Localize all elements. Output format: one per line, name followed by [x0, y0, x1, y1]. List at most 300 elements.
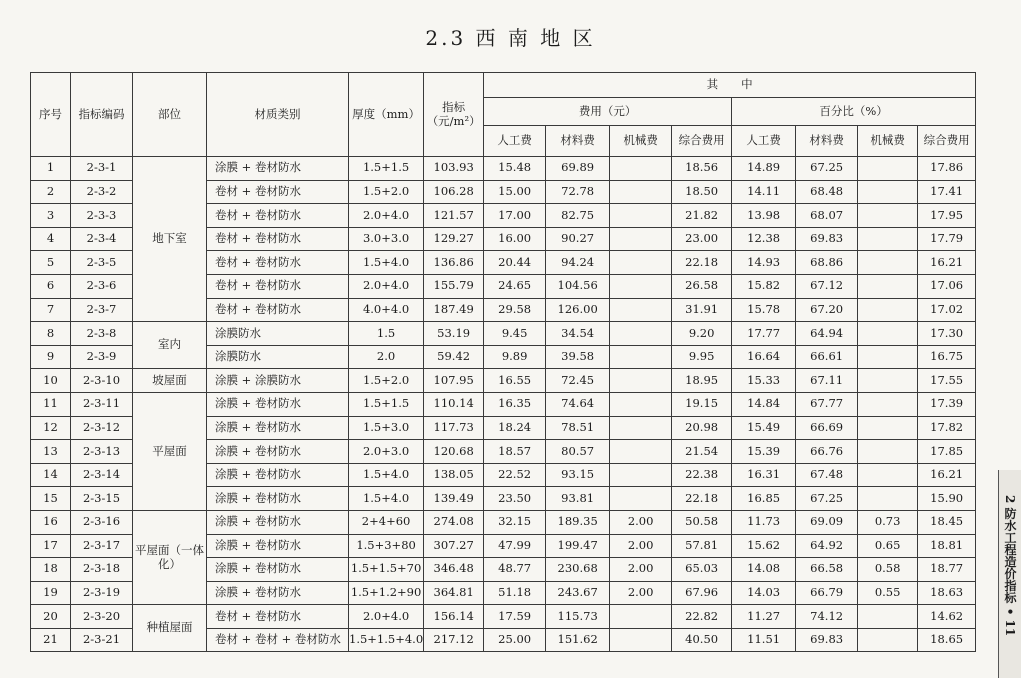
cell-mat: 34.54 — [546, 322, 610, 346]
cell-pct-machine — [858, 345, 918, 369]
cell-labor: 29.58 — [484, 298, 546, 322]
cell-labor: 17.00 — [484, 204, 546, 228]
cell-code: 2-3-14 — [71, 463, 133, 487]
cell-thickness: 1.5+1.5 — [349, 157, 424, 181]
cell-code: 2-3-19 — [71, 581, 133, 605]
cell-machine — [610, 298, 672, 322]
cell-code: 2-3-20 — [71, 605, 133, 629]
header-pct-total: 综合费用 — [918, 126, 976, 157]
cell-pct-machine — [858, 227, 918, 251]
cell-mat: 78.51 — [546, 416, 610, 440]
cell-mat: 230.68 — [546, 558, 610, 582]
cell-material: 卷材 + 卷材防水 — [207, 274, 349, 298]
cell-index: 138.05 — [424, 463, 484, 487]
cell-seq: 8 — [31, 322, 71, 346]
cell-code: 2-3-13 — [71, 440, 133, 464]
cell-seq: 14 — [31, 463, 71, 487]
cell-pct-machine — [858, 628, 918, 652]
cell-total: 65.03 — [672, 558, 732, 582]
cell-pct-machine — [858, 298, 918, 322]
cell-code: 2-3-12 — [71, 416, 133, 440]
cell-index: 120.68 — [424, 440, 484, 464]
cell-pct-labor: 16.85 — [732, 487, 796, 511]
cell-code: 2-3-4 — [71, 227, 133, 251]
table-row — [31, 510, 976, 534]
cell-seq: 9 — [31, 345, 71, 369]
cell-thickness: 4.0+4.0 — [349, 298, 424, 322]
cell-total: 19.15 — [672, 392, 732, 416]
cell-machine: 2.00 — [610, 534, 672, 558]
cell-labor: 15.00 — [484, 180, 546, 204]
cell-material: 涂膜 + 卷材防水 — [207, 558, 349, 582]
cell-labor: 15.48 — [484, 157, 546, 181]
cell-seq: 15 — [31, 487, 71, 511]
cell-material: 涂膜防水 — [207, 345, 349, 369]
cell-mat: 189.35 — [546, 510, 610, 534]
cell-pct-labor: 17.77 — [732, 322, 796, 346]
cell-labor: 16.35 — [484, 392, 546, 416]
cell-labor: 32.15 — [484, 510, 546, 534]
cell-mat: 90.27 — [546, 227, 610, 251]
cell-seq: 3 — [31, 204, 71, 228]
cell-pct-mat: 68.86 — [796, 251, 858, 275]
cell-machine — [610, 251, 672, 275]
cell-pct-mat: 66.58 — [796, 558, 858, 582]
cell-labor: 23.50 — [484, 487, 546, 511]
cell-machine — [610, 416, 672, 440]
cell-total: 50.58 — [672, 510, 732, 534]
cell-machine — [610, 157, 672, 181]
cell-material: 卷材 + 卷材防水 — [207, 180, 349, 204]
header-code: 指标编码 — [71, 73, 133, 157]
cost-index-table — [30, 72, 976, 652]
cell-index: 346.48 — [424, 558, 484, 582]
cell-thickness: 2.0+3.0 — [349, 440, 424, 464]
cell-thickness: 1.5+1.2+90 — [349, 581, 424, 605]
cell-pct-total: 18.81 — [918, 534, 976, 558]
cell-index: 53.19 — [424, 322, 484, 346]
cell-pct-mat: 74.12 — [796, 605, 858, 629]
cell-material: 卷材 + 卷材防水 — [207, 227, 349, 251]
cell-material: 涂膜 + 卷材防水 — [207, 510, 349, 534]
cell-pct-labor: 12.38 — [732, 227, 796, 251]
cell-thickness: 1.5+4.0 — [349, 463, 424, 487]
cell-thickness: 1.5+2.0 — [349, 180, 424, 204]
cell-mat: 199.47 — [546, 534, 610, 558]
cell-code: 2-3-9 — [71, 345, 133, 369]
cell-pct-total: 18.65 — [918, 628, 976, 652]
cell-pct-mat: 67.48 — [796, 463, 858, 487]
cell-pct-total: 17.55 — [918, 369, 976, 393]
cell-index: 187.49 — [424, 298, 484, 322]
cell-material: 涂膜防水 — [207, 322, 349, 346]
cell-pct-total: 17.41 — [918, 180, 976, 204]
cell-pct-total: 15.90 — [918, 487, 976, 511]
cell-thickness: 2.0+4.0 — [349, 605, 424, 629]
cell-thickness: 1.5+4.0 — [349, 487, 424, 511]
cell-pct-total: 17.39 — [918, 392, 976, 416]
cell-seq: 1 — [31, 157, 71, 181]
cell-pct-mat: 66.69 — [796, 416, 858, 440]
cell-total: 20.98 — [672, 416, 732, 440]
cell-code: 2-3-11 — [71, 392, 133, 416]
cell-pct-machine — [858, 392, 918, 416]
cell-total: 31.91 — [672, 298, 732, 322]
cell-pct-total: 17.30 — [918, 322, 976, 346]
cell-pct-mat: 64.94 — [796, 322, 858, 346]
cell-index: 107.95 — [424, 369, 484, 393]
cell-machine: 2.00 — [610, 558, 672, 582]
cell-labor: 18.24 — [484, 416, 546, 440]
cell-material: 涂膜 + 卷材防水 — [207, 157, 349, 181]
cell-pct-machine — [858, 274, 918, 298]
cell-material: 涂膜 + 卷材防水 — [207, 440, 349, 464]
header-pct-machine: 机械费 — [858, 126, 918, 157]
cell-code: 2-3-16 — [71, 510, 133, 534]
cell-mat: 74.64 — [546, 392, 610, 416]
cell-pct-machine — [858, 463, 918, 487]
cell-code: 2-3-5 — [71, 251, 133, 275]
cell-labor: 17.59 — [484, 605, 546, 629]
cell-thickness: 1.5+2.0 — [349, 369, 424, 393]
cell-machine — [610, 322, 672, 346]
table-body — [31, 157, 976, 652]
cell-material: 涂膜 + 卷材防水 — [207, 416, 349, 440]
cell-pct-labor: 15.49 — [732, 416, 796, 440]
cell-seq: 19 — [31, 581, 71, 605]
cell-pct-machine — [858, 180, 918, 204]
cell-thickness: 1.5+1.5+70 — [349, 558, 424, 582]
side-tab — [998, 470, 1021, 678]
header-seq: 序号 — [31, 73, 71, 157]
cell-pct-labor: 14.03 — [732, 581, 796, 605]
cell-pct-labor: 15.78 — [732, 298, 796, 322]
cell-pct-mat: 67.20 — [796, 298, 858, 322]
cell-mat: 72.45 — [546, 369, 610, 393]
cell-pct-labor: 11.27 — [732, 605, 796, 629]
cell-pct-machine — [858, 251, 918, 275]
cell-seq: 13 — [31, 440, 71, 464]
cell-part: 坡屋面 — [133, 369, 207, 393]
cell-material: 卷材 + 卷材防水 — [207, 605, 349, 629]
cell-pct-mat: 67.12 — [796, 274, 858, 298]
cell-pct-labor: 14.93 — [732, 251, 796, 275]
cell-machine — [610, 227, 672, 251]
header-machine: 机械费 — [610, 126, 672, 157]
table-row — [31, 322, 976, 346]
cell-pct-labor: 15.82 — [732, 274, 796, 298]
cell-pct-machine — [858, 369, 918, 393]
header-material: 材质类别 — [207, 73, 349, 157]
cell-thickness: 1.5+3.0 — [349, 416, 424, 440]
cell-labor: 51.18 — [484, 581, 546, 605]
cell-pct-total: 16.21 — [918, 463, 976, 487]
header-percent: 百分比（%） — [732, 98, 976, 126]
cell-code: 2-3-15 — [71, 487, 133, 511]
cell-machine — [610, 605, 672, 629]
table-row — [31, 369, 976, 393]
cell-part: 室内 — [133, 322, 207, 369]
cell-pct-total: 14.62 — [918, 605, 976, 629]
cell-thickness: 2+4+60 — [349, 510, 424, 534]
cell-pct-machine — [858, 322, 918, 346]
cell-thickness: 3.0+3.0 — [349, 227, 424, 251]
cell-total: 22.18 — [672, 251, 732, 275]
cell-pct-labor: 11.73 — [732, 510, 796, 534]
cell-part: 平屋面（一体化） — [133, 510, 207, 604]
cell-index: 307.27 — [424, 534, 484, 558]
cell-code: 2-3-18 — [71, 558, 133, 582]
cell-code: 2-3-1 — [71, 157, 133, 181]
cell-pct-machine — [858, 416, 918, 440]
header-among: 其 中 — [484, 73, 976, 98]
cell-labor: 24.65 — [484, 274, 546, 298]
cell-pct-machine — [858, 487, 918, 511]
cell-code: 2-3-8 — [71, 322, 133, 346]
cell-pct-labor: 14.84 — [732, 392, 796, 416]
cell-machine — [610, 392, 672, 416]
cell-pct-machine — [858, 605, 918, 629]
cell-index: 103.93 — [424, 157, 484, 181]
cell-total: 9.95 — [672, 345, 732, 369]
cell-index: 139.49 — [424, 487, 484, 511]
cell-total: 21.82 — [672, 204, 732, 228]
cell-pct-mat: 69.83 — [796, 227, 858, 251]
cell-material: 涂膜 + 涂膜防水 — [207, 369, 349, 393]
cell-index: 117.73 — [424, 416, 484, 440]
cell-pct-mat: 67.25 — [796, 487, 858, 511]
cell-code: 2-3-6 — [71, 274, 133, 298]
cell-machine — [610, 345, 672, 369]
cell-total: 23.00 — [672, 227, 732, 251]
cell-code: 2-3-2 — [71, 180, 133, 204]
cell-seq: 5 — [31, 251, 71, 275]
cell-pct-mat: 67.11 — [796, 369, 858, 393]
cell-pct-labor: 14.11 — [732, 180, 796, 204]
cell-seq: 11 — [31, 392, 71, 416]
header-total: 综合费用 — [672, 126, 732, 157]
cell-pct-total: 17.79 — [918, 227, 976, 251]
cell-labor: 18.57 — [484, 440, 546, 464]
cell-pct-machine: 0.58 — [858, 558, 918, 582]
cell-part: 平屋面 — [133, 392, 207, 510]
cell-part: 种植屋面 — [133, 605, 207, 652]
cell-material: 涂膜 + 卷材防水 — [207, 463, 349, 487]
header-thickness: 厚度（mm） — [349, 73, 424, 157]
cell-part: 地下室 — [133, 157, 207, 322]
cell-mat: 94.24 — [546, 251, 610, 275]
cell-machine: 2.00 — [610, 581, 672, 605]
cell-pct-labor: 14.89 — [732, 157, 796, 181]
cell-seq: 20 — [31, 605, 71, 629]
cell-thickness: 2.0+4.0 — [349, 274, 424, 298]
cell-mat: 80.57 — [546, 440, 610, 464]
table-row — [31, 392, 976, 416]
cell-thickness: 1.5+1.5+4.0 — [349, 628, 424, 652]
cell-total: 22.18 — [672, 487, 732, 511]
cell-seq: 21 — [31, 628, 71, 652]
cell-total: 18.95 — [672, 369, 732, 393]
cell-mat: 115.73 — [546, 605, 610, 629]
cell-labor: 20.44 — [484, 251, 546, 275]
cell-seq: 4 — [31, 227, 71, 251]
cell-pct-total: 18.77 — [918, 558, 976, 582]
cell-pct-labor: 15.39 — [732, 440, 796, 464]
cell-pct-machine — [858, 204, 918, 228]
cell-machine — [610, 369, 672, 393]
cell-code: 2-3-7 — [71, 298, 133, 322]
cell-pct-total: 17.82 — [918, 416, 976, 440]
cell-code: 2-3-10 — [71, 369, 133, 393]
cell-thickness: 2.0+4.0 — [349, 204, 424, 228]
cell-pct-mat: 67.25 — [796, 157, 858, 181]
cell-thickness: 1.5 — [349, 322, 424, 346]
cell-material: 卷材 + 卷材防水 — [207, 204, 349, 228]
cell-pct-total: 17.06 — [918, 274, 976, 298]
cell-seq: 7 — [31, 298, 71, 322]
header-pct-labor: 人工费 — [732, 126, 796, 157]
cell-material: 涂膜 + 卷材防水 — [207, 487, 349, 511]
table-row — [31, 157, 976, 181]
cell-pct-mat: 66.76 — [796, 440, 858, 464]
cell-material: 卷材 + 卷材防水 — [207, 298, 349, 322]
header-part: 部位 — [133, 73, 207, 157]
cell-index: 274.08 — [424, 510, 484, 534]
cell-mat: 104.56 — [546, 274, 610, 298]
cell-code: 2-3-17 — [71, 534, 133, 558]
cell-seq: 18 — [31, 558, 71, 582]
cell-material: 涂膜 + 卷材防水 — [207, 534, 349, 558]
cell-labor: 25.00 — [484, 628, 546, 652]
cell-mat: 72.78 — [546, 180, 610, 204]
cell-code: 2-3-21 — [71, 628, 133, 652]
cell-labor: 22.52 — [484, 463, 546, 487]
cell-pct-total: 17.86 — [918, 157, 976, 181]
cell-index: 121.57 — [424, 204, 484, 228]
header-index: 指标（元/m²） — [424, 73, 484, 157]
cell-pct-total: 17.02 — [918, 298, 976, 322]
cell-index: 217.12 — [424, 628, 484, 652]
cell-index: 59.42 — [424, 345, 484, 369]
cell-labor: 9.45 — [484, 322, 546, 346]
cell-pct-machine — [858, 157, 918, 181]
cell-seq: 6 — [31, 274, 71, 298]
cell-labor: 16.00 — [484, 227, 546, 251]
cell-seq: 2 — [31, 180, 71, 204]
cell-labor: 47.99 — [484, 534, 546, 558]
cell-total: 26.58 — [672, 274, 732, 298]
cell-index: 364.81 — [424, 581, 484, 605]
cell-total: 67.96 — [672, 581, 732, 605]
cell-mat: 69.89 — [546, 157, 610, 181]
cell-machine: 2.00 — [610, 510, 672, 534]
cell-pct-total: 17.85 — [918, 440, 976, 464]
cell-pct-machine — [858, 440, 918, 464]
cell-pct-mat: 67.77 — [796, 392, 858, 416]
cell-thickness: 1.5+4.0 — [349, 251, 424, 275]
cell-pct-mat: 64.92 — [796, 534, 858, 558]
cell-total: 22.82 — [672, 605, 732, 629]
cell-machine — [610, 628, 672, 652]
cell-index: 129.27 — [424, 227, 484, 251]
cell-thickness: 1.5+3+80 — [349, 534, 424, 558]
cell-material: 涂膜 + 卷材防水 — [207, 581, 349, 605]
cell-pct-mat: 68.07 — [796, 204, 858, 228]
cell-thickness: 2.0 — [349, 345, 424, 369]
cell-pct-mat: 66.61 — [796, 345, 858, 369]
cell-total: 18.56 — [672, 157, 732, 181]
cell-pct-total: 16.75 — [918, 345, 976, 369]
cell-pct-mat: 68.48 — [796, 180, 858, 204]
cell-pct-labor: 11.51 — [732, 628, 796, 652]
cell-pct-machine: 0.55 — [858, 581, 918, 605]
table-row — [31, 605, 976, 629]
cell-mat: 93.81 — [546, 487, 610, 511]
cell-mat: 243.67 — [546, 581, 610, 605]
cell-total: 21.54 — [672, 440, 732, 464]
cell-pct-labor: 15.33 — [732, 369, 796, 393]
cell-pct-total: 16.21 — [918, 251, 976, 275]
cell-machine — [610, 440, 672, 464]
cell-pct-machine: 0.65 — [858, 534, 918, 558]
cell-pct-total: 17.95 — [918, 204, 976, 228]
header-pct-mat: 材料费 — [796, 126, 858, 157]
cell-pct-labor: 13.98 — [732, 204, 796, 228]
cell-total: 57.81 — [672, 534, 732, 558]
cell-pct-labor: 15.62 — [732, 534, 796, 558]
side-tab-label: 2 防水工程造价指标 • 11 — [1003, 495, 1017, 637]
cell-total: 18.50 — [672, 180, 732, 204]
cell-pct-machine: 0.73 — [858, 510, 918, 534]
cell-pct-labor: 16.31 — [732, 463, 796, 487]
cell-machine — [610, 274, 672, 298]
header-labor: 人工费 — [484, 126, 546, 157]
cell-labor: 9.89 — [484, 345, 546, 369]
cell-code: 2-3-3 — [71, 204, 133, 228]
cell-total: 9.20 — [672, 322, 732, 346]
cell-pct-labor: 16.64 — [732, 345, 796, 369]
cell-material: 涂膜 + 卷材防水 — [207, 392, 349, 416]
cell-index: 156.14 — [424, 605, 484, 629]
cell-seq: 16 — [31, 510, 71, 534]
cell-seq: 10 — [31, 369, 71, 393]
cell-index: 155.79 — [424, 274, 484, 298]
cell-machine — [610, 180, 672, 204]
cell-seq: 12 — [31, 416, 71, 440]
cell-mat: 93.15 — [546, 463, 610, 487]
cell-mat: 151.62 — [546, 628, 610, 652]
cell-index: 110.14 — [424, 392, 484, 416]
header-mat: 材料费 — [546, 126, 610, 157]
page-title: 2.3 西 南 地 区 — [425, 26, 596, 50]
cell-index: 106.28 — [424, 180, 484, 204]
cell-mat: 39.58 — [546, 345, 610, 369]
cell-pct-mat: 66.79 — [796, 581, 858, 605]
cell-pct-total: 18.45 — [918, 510, 976, 534]
cell-machine — [610, 204, 672, 228]
cell-machine — [610, 487, 672, 511]
cell-pct-total: 18.63 — [918, 581, 976, 605]
cell-thickness: 1.5+1.5 — [349, 392, 424, 416]
cell-total: 22.38 — [672, 463, 732, 487]
cell-material: 卷材 + 卷材防水 — [207, 251, 349, 275]
cell-pct-mat: 69.09 — [796, 510, 858, 534]
cell-material: 卷材 + 卷材 + 卷材防水 — [207, 628, 349, 652]
cell-mat: 126.00 — [546, 298, 610, 322]
cell-mat: 82.75 — [546, 204, 610, 228]
cell-pct-mat: 69.83 — [796, 628, 858, 652]
cell-total: 40.50 — [672, 628, 732, 652]
